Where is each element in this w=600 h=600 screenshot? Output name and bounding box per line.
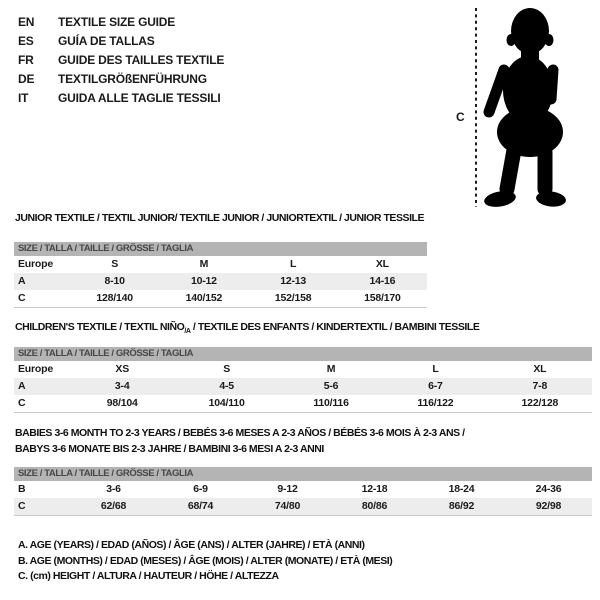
- lang-code: IT: [18, 91, 29, 105]
- height-cell: 86/92: [448, 500, 475, 512]
- table-row-c: [14, 498, 592, 515]
- row-label: A: [18, 275, 26, 287]
- junior-table-title: JUNIOR TEXTILE / TEXTIL JUNIOR/ TEXTILE JUNIOR / JUNIORTEXTIL / JUNIOR TESSILE: [15, 212, 425, 224]
- table-row-a: [14, 273, 427, 290]
- lang-row-fr: [18, 51, 224, 70]
- children-title-sub: /A: [184, 328, 191, 336]
- lang-label: TEXTILE SIZE GUIDE: [58, 15, 176, 29]
- table-row-europe: [14, 256, 427, 273]
- height-cell: 74/80: [274, 500, 301, 512]
- age-cell: 24-36: [535, 483, 562, 495]
- lang-code: DE: [18, 72, 35, 86]
- babies-table-title: [15, 426, 465, 457]
- height-cell: 128/140: [96, 292, 133, 304]
- legend-footnotes: [18, 538, 392, 585]
- row-label: C: [18, 500, 26, 512]
- baby-figure: [450, 0, 600, 215]
- language-legend: [18, 13, 224, 108]
- lang-label: GUIDE DES TAILLES TEXTILE: [58, 53, 225, 67]
- table-row-c: [14, 290, 427, 307]
- age-cell: 10-12: [190, 275, 217, 287]
- table-row-c: [14, 395, 592, 412]
- height-cell: 122/128: [521, 397, 559, 409]
- lang-code: ES: [18, 34, 34, 48]
- age-cell: 3-4: [114, 380, 130, 392]
- footnote-c: C. (cm) HEIGHT / ALTURA / HAUTEUR / HÖHE / ALTEZZA: [18, 570, 279, 583]
- age-cell: 4-5: [219, 380, 234, 392]
- children-table-title: [15, 320, 479, 340]
- age-cell: 5-6: [323, 380, 339, 392]
- row-label: Europe: [18, 363, 53, 375]
- lang-code: FR: [18, 53, 34, 67]
- height-cell: 104/110: [208, 397, 245, 409]
- size-cell: M: [326, 363, 336, 375]
- babies-title-line2: BABYS 3-6 MONATE BIS 2-3 JAHRE / BAMBINI 3-6 MESI A 2-3 ANNI: [15, 442, 324, 455]
- row-label: A: [18, 380, 26, 392]
- junior-size-table: [14, 242, 427, 308]
- lang-row-de: [18, 70, 224, 89]
- size-header-bar: SIZE / TALLA / TAILLE / GRÖSSE / TAGLIA: [14, 242, 427, 256]
- height-cell: 68/74: [187, 500, 214, 512]
- size-cell: S: [111, 258, 119, 270]
- age-cell: 8-10: [104, 275, 125, 287]
- size-cell: L: [290, 258, 297, 270]
- size-cell: S: [223, 363, 231, 375]
- height-cell: 140/152: [185, 292, 223, 304]
- babies-title-line1: BABIES 3-6 MONTH TO 2-3 YEARS / BEBÉS 3-6 MESES A 2-3 AÑOS / BÉBÉS 3-6 MOIS À 2-3 ANS /: [15, 427, 465, 439]
- age-cell: 12-13: [280, 275, 307, 287]
- size-header-bar: SIZE / TALLA / TAILLE / GRÖSSE / TAGLIA: [14, 467, 592, 481]
- size-cell: XL: [533, 363, 547, 375]
- height-cell: 98/104: [106, 397, 138, 409]
- footnote-b: B. AGE (MONTHS) / EDAD (MESES) / ÂGE (MOIS) / ALTER (MONATE) / ETÀ (MESI): [18, 554, 393, 567]
- height-measure-label: C: [456, 110, 465, 124]
- age-cell: 18-24: [448, 483, 475, 495]
- children-size-table: [14, 347, 592, 413]
- size-cell: XS: [115, 363, 129, 375]
- height-cell: 92/98: [535, 500, 562, 512]
- age-cell: 6-7: [428, 380, 443, 392]
- footnote-a: A. AGE (YEARS) / EDAD (AÑOS) / ÂGE (ANS) / ALTER (JAHRE) / ETÀ (ANNI): [18, 539, 365, 551]
- row-label: Europe: [18, 258, 53, 270]
- size-header-bar: SIZE / TALLA / TAILLE / GRÖSSE / TAGLIA: [14, 347, 592, 361]
- height-cell: 80/86: [361, 500, 388, 512]
- age-cell: 6-9: [193, 483, 208, 495]
- lang-label: GUIDA ALLE TAGLIE TESSILI: [58, 91, 221, 105]
- age-cell: 3-6: [106, 483, 121, 495]
- row-label: C: [18, 397, 26, 409]
- lang-code: EN: [18, 15, 35, 29]
- children-title-pre: CHILDREN'S TEXTILE / TEXTIL NIÑO: [15, 321, 185, 333]
- table-row-a: [14, 378, 592, 395]
- height-cell: 116/122: [417, 397, 454, 409]
- row-label: C: [18, 292, 26, 304]
- size-cell: L: [432, 363, 439, 375]
- height-cell: 62/68: [100, 500, 127, 512]
- babies-size-table: [14, 467, 592, 516]
- age-cell: 9-12: [277, 483, 298, 495]
- row-label: B: [18, 483, 26, 495]
- lang-label: TEXTILGRÖßENFÜHRUNG: [58, 72, 207, 86]
- age-cell: 12-18: [361, 483, 388, 495]
- table-row-europe: [14, 361, 592, 378]
- height-cell: 110/116: [313, 397, 349, 409]
- lang-row-es: [18, 32, 224, 51]
- height-cell: 152/158: [274, 292, 312, 304]
- table-row-b: [14, 481, 592, 498]
- lang-label: GUÍA DE TALLAS: [58, 34, 155, 48]
- size-cell: XL: [375, 258, 389, 270]
- size-cell: M: [199, 258, 209, 270]
- age-cell: 7-8: [532, 380, 548, 392]
- baby-silhouette-image: [483, 8, 567, 209]
- lang-row-it: [18, 89, 224, 108]
- age-cell: 14-16: [369, 275, 396, 287]
- lang-row-en: [18, 13, 224, 32]
- children-title-post: / TEXTILE DES ENFANTS / KINDERTEXTIL / BAMBINI TESSILE: [190, 321, 480, 333]
- height-cell: 158/170: [364, 292, 401, 304]
